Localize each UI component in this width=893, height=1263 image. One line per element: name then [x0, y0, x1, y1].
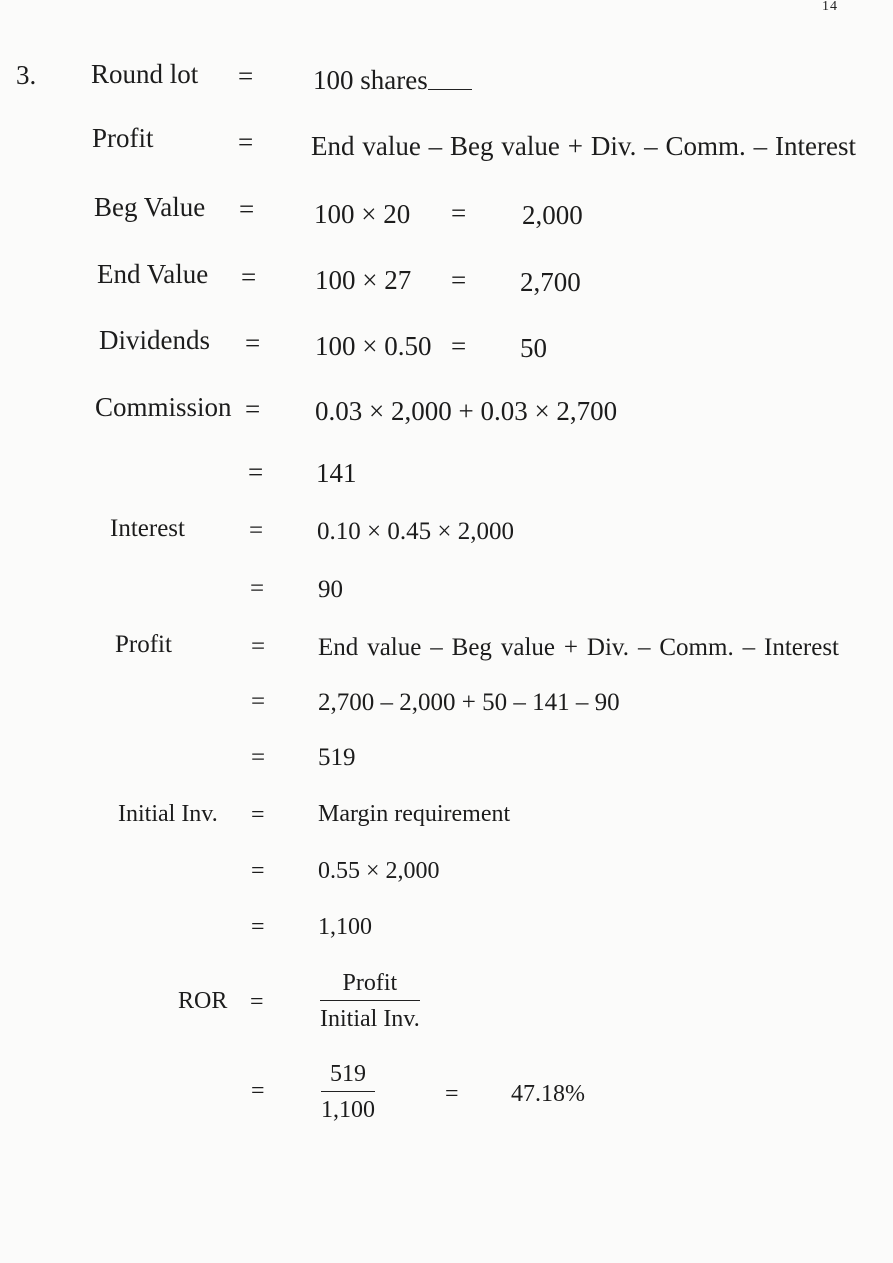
ror-value-denominator: 1,100	[321, 1097, 375, 1123]
question-number: 3.	[16, 60, 37, 90]
interest-result: 90	[318, 576, 343, 603]
ror-numerator: Profit	[320, 971, 420, 1001]
initial-inv-equals: =	[251, 802, 265, 828]
profit-equals: =	[238, 127, 254, 157]
profit-formula: End value – Beg value + Div. – Comm. – Interest	[311, 131, 856, 161]
profit-equals-2: =	[251, 633, 266, 660]
interest-label: Interest	[110, 515, 185, 542]
initial-inv-label: Initial Inv.	[118, 801, 218, 827]
round-lot-value: 100 shares	[313, 65, 428, 95]
initial-inv-result: 1,100	[318, 914, 372, 940]
interest-equals: =	[249, 517, 264, 544]
ror-label: ROR	[178, 988, 228, 1014]
profit-label: Profit	[92, 123, 154, 153]
initial-inv-calculation: 0.55 × 2,000	[318, 858, 440, 884]
initial-inv-equals-3: =	[251, 914, 265, 940]
dividends-result: 50	[520, 333, 547, 363]
ror-equals: =	[250, 989, 264, 1015]
beg-value-expression: 100 × 20	[314, 199, 411, 229]
beg-value-equals-2: =	[451, 198, 467, 228]
commission-equals: =	[245, 394, 261, 424]
commission-equals-2: =	[248, 457, 264, 487]
interest-equals-2: =	[250, 575, 265, 602]
end-value-equals-2: =	[451, 265, 467, 295]
ror-denominator: Initial Inv.	[320, 1006, 420, 1032]
page-number: 14	[822, 0, 838, 14]
initial-inv-expression: Margin requirement	[318, 801, 511, 827]
interest-expression: 0.10 × 0.45 × 2,000	[317, 518, 514, 545]
dividends-expression: 100 × 0.50	[315, 331, 432, 361]
commission-label: Commission	[95, 392, 232, 422]
profit-formula-2: End value – Beg value + Div. – Comm. – Interest	[318, 634, 839, 661]
commission-result: 141	[316, 458, 357, 488]
round-lot-equals: =	[238, 61, 254, 91]
end-value-equals: =	[241, 262, 257, 292]
beg-value-result: 2,000	[522, 200, 583, 230]
ror-equals-3: =	[445, 1081, 459, 1107]
profit-equals-3: =	[251, 688, 266, 715]
dividends-equals-2: =	[451, 331, 467, 361]
profit-equals-4: =	[251, 744, 266, 771]
shares-underline	[428, 89, 472, 90]
profit-label-2: Profit	[115, 631, 172, 658]
ror-result: 47.18%	[511, 1081, 585, 1107]
end-value-label: End Value	[97, 259, 209, 289]
end-value-expression: 100 × 27	[315, 265, 412, 295]
beg-value-equals: =	[239, 194, 255, 224]
dividends-equals: =	[245, 328, 261, 358]
dividends-label: Dividends	[99, 325, 210, 355]
profit-substitution: 2,700 – 2,000 + 50 – 141 – 90	[318, 689, 620, 716]
end-value-result: 2,700	[520, 267, 581, 297]
initial-inv-equals-2: =	[251, 858, 265, 884]
ror-value-fraction	[321, 1062, 375, 1122]
beg-value-label: Beg Value	[94, 192, 206, 222]
profit-result: 519	[318, 744, 356, 771]
ror-value-numerator: 519	[321, 1062, 375, 1092]
ror-fraction	[320, 971, 420, 1031]
ror-equals-2: =	[251, 1078, 265, 1104]
commission-expression: 0.03 × 2,000 + 0.03 × 2,700	[315, 396, 618, 426]
round-lot-label: Round lot	[91, 59, 199, 89]
